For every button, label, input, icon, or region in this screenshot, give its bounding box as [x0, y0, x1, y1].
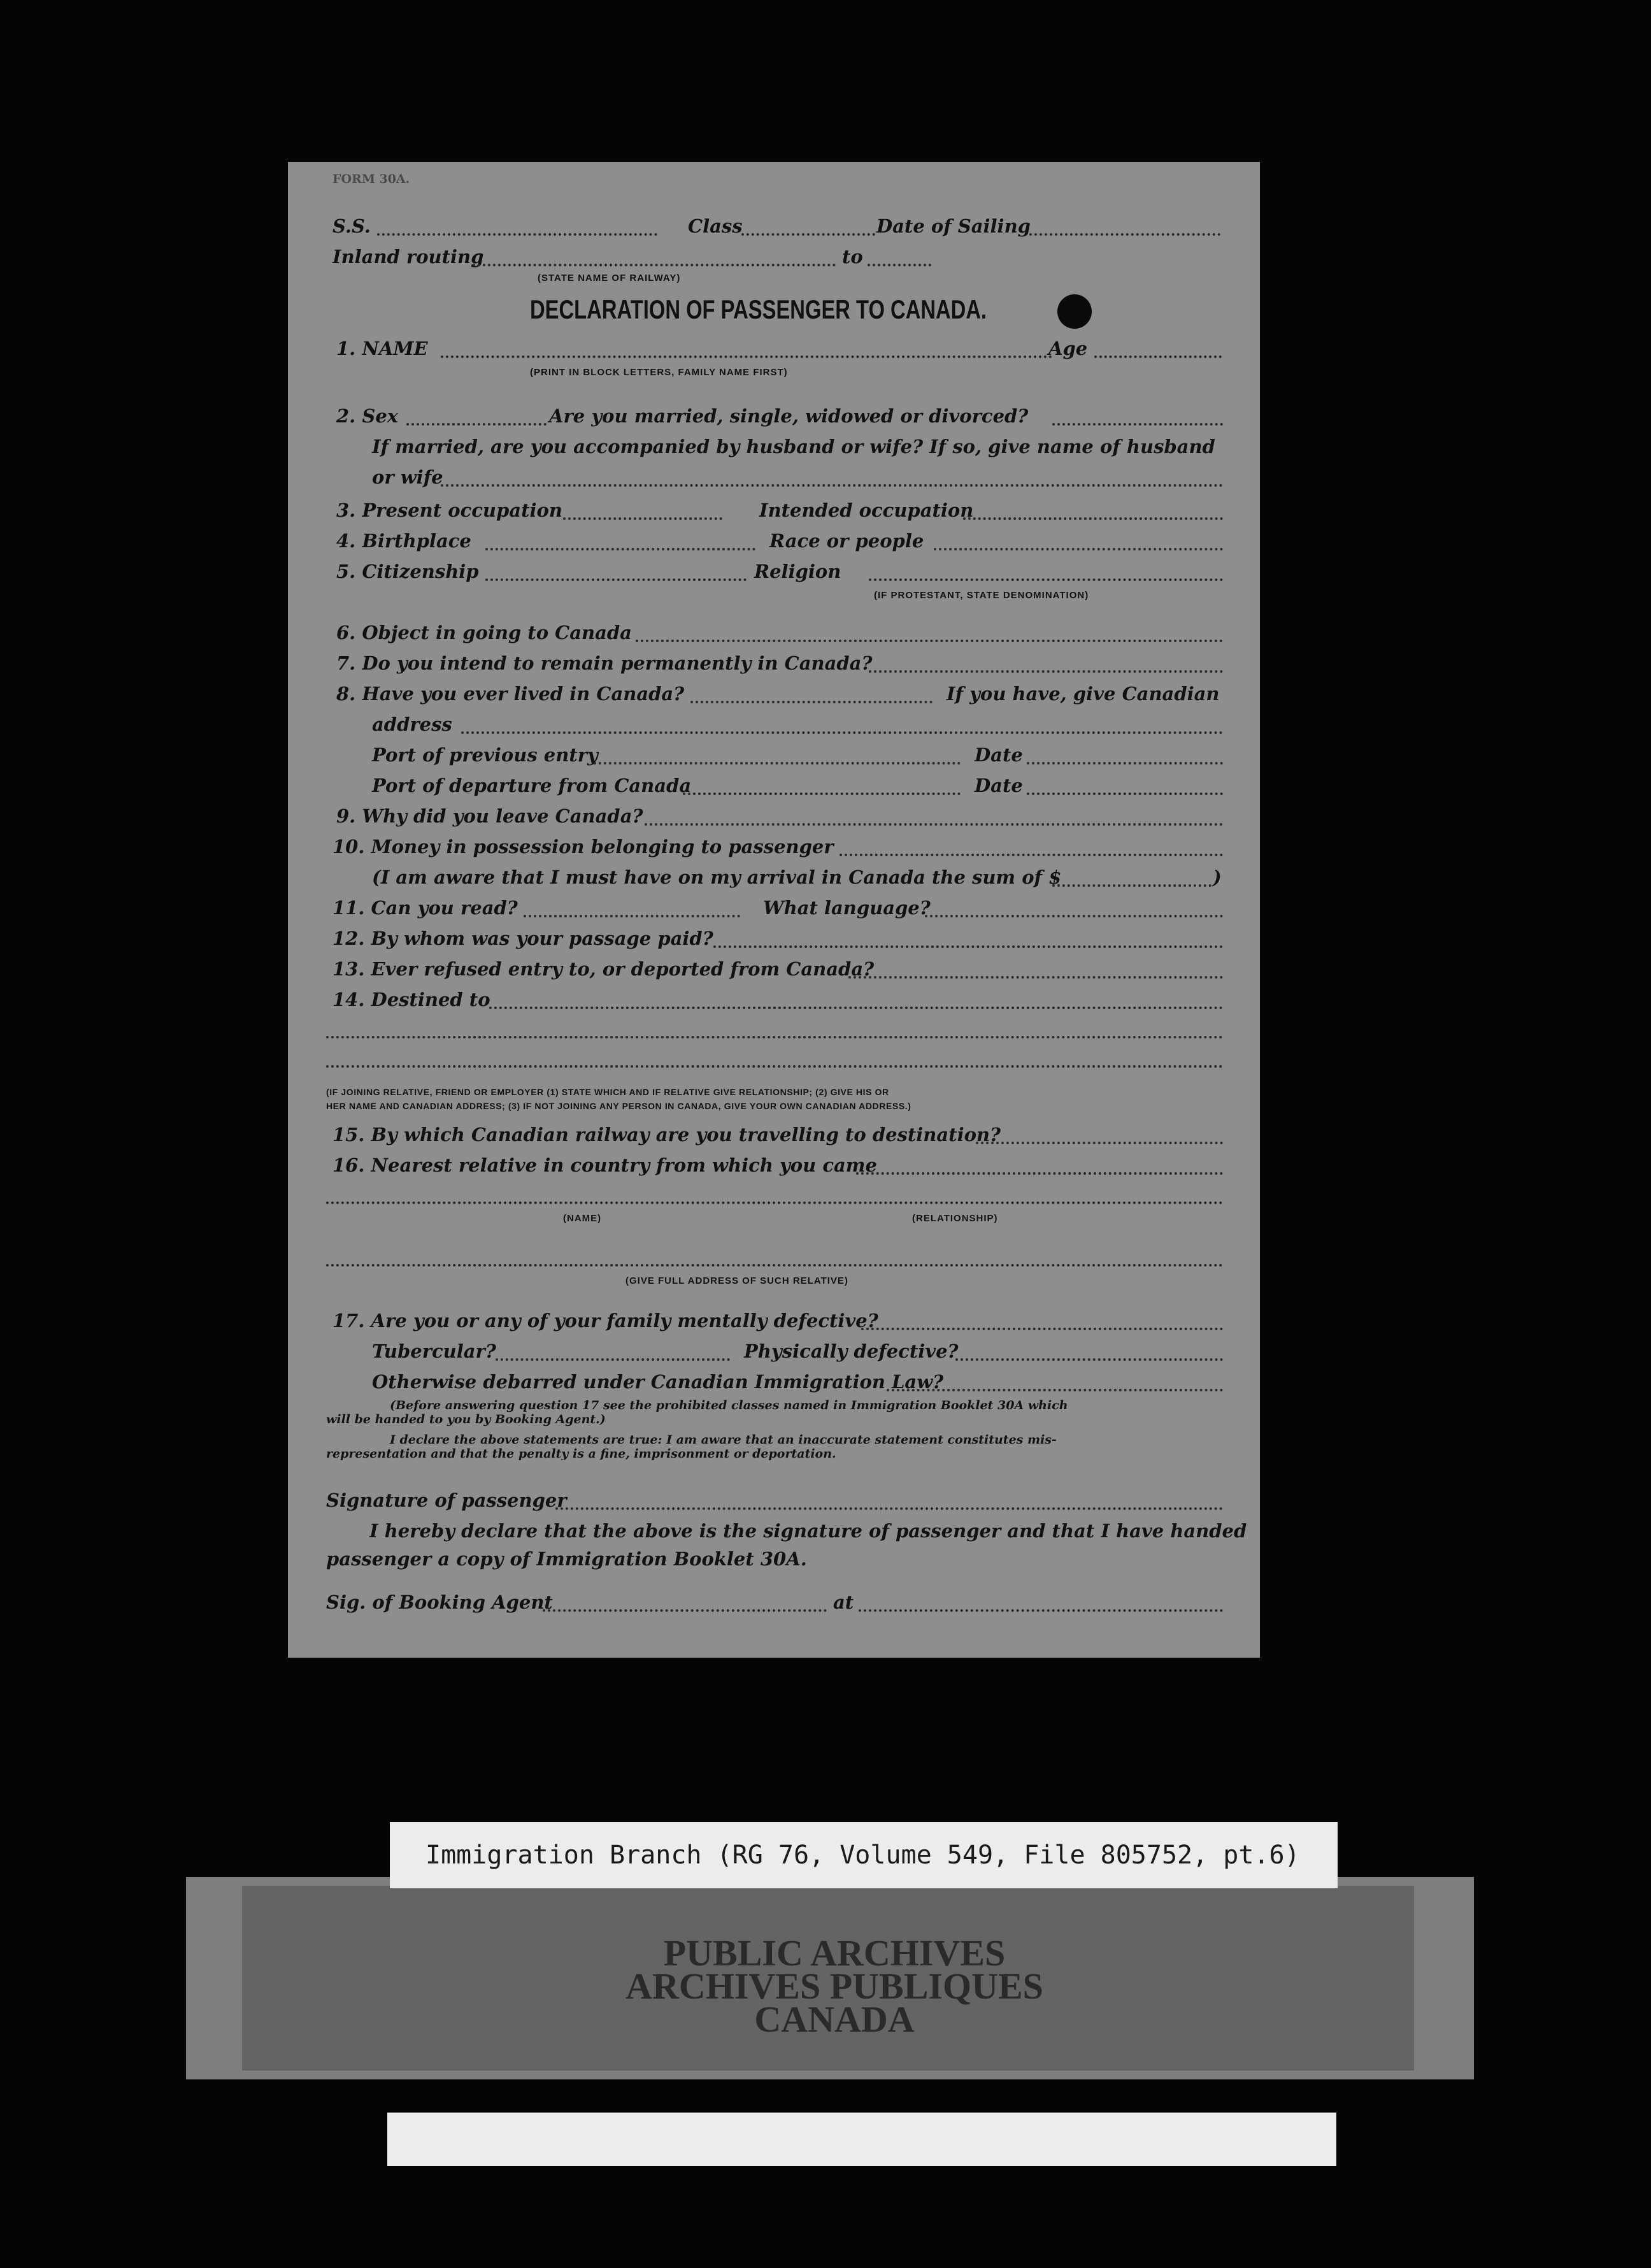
q12-line[interactable]	[713, 945, 1223, 948]
q11-language-label: What language?	[763, 897, 931, 919]
ss-label: S.S.	[332, 215, 371, 237]
q8-port-dep-label: Port of departure from Canada	[372, 775, 692, 796]
q1-name-label: 1. NAME	[336, 338, 428, 359]
q4-birthplace-line[interactable]	[485, 548, 755, 550]
q8-port-dep-line[interactable]	[683, 793, 961, 795]
q3-intended-line[interactable]	[963, 517, 1223, 520]
q1-age-line[interactable]	[1094, 355, 1222, 358]
q17-tubercular-line[interactable]	[496, 1358, 730, 1361]
q13-line[interactable]	[848, 976, 1223, 979]
archive-stamp	[599, 1932, 1070, 2040]
q5-citizenship-line[interactable]	[485, 578, 747, 581]
q14-line3[interactable]	[326, 1065, 1223, 1068]
inland-label: Inland routing	[332, 246, 484, 268]
q15-line[interactable]	[976, 1142, 1223, 1144]
name-note: (NAME)	[563, 1213, 602, 1224]
form-title: DECLARATION OF PASSENGER TO CANADA.	[530, 294, 987, 324]
q1-note: (PRINT IN BLOCK LETTERS, FAMILY NAME FIRST)	[530, 367, 788, 378]
q14-line1[interactable]	[489, 1007, 1223, 1009]
q2-marital-label: Are you married, single, widowed or divorced?	[549, 405, 1029, 427]
before-note-1: (Before answering question 17 see the prohibited classes named in Immigration Booklet 30A which	[390, 1398, 1068, 1412]
q17-physical-line[interactable]	[955, 1358, 1223, 1361]
q17-mental-line[interactable]	[861, 1328, 1223, 1330]
q8-date2-label: Date	[975, 775, 1023, 796]
q16-line1[interactable]	[856, 1172, 1223, 1175]
hereby-1: I hereby declare that the above is the signature of passenger and that I have handed	[369, 1520, 1247, 1542]
q10-sum-line[interactable]	[1052, 884, 1211, 887]
q8-date1-line[interactable]	[1027, 762, 1223, 764]
q5-religion-label: Religion	[754, 561, 841, 582]
to-label: to	[842, 246, 863, 268]
address-note: (GIVE FULL ADDRESS OF SUCH RELATIVE)	[625, 1275, 848, 1286]
q6-label: 6. Object in going to Canada	[336, 622, 632, 643]
declaration-2: representation and that the penalty is a fine, imprisonment or deportation.	[326, 1447, 836, 1461]
q4-race-line[interactable]	[934, 548, 1223, 550]
q2-line2: If married, are you accompanied by husband or wife? If so, give name of husband	[372, 436, 1215, 457]
stamp-line-3: CANADA	[754, 1999, 915, 2040]
q11-language-line[interactable]	[925, 915, 1223, 917]
q5-citizenship-label: 5. Citizenship	[336, 561, 479, 582]
relationship-note: (RELATIONSHIP)	[912, 1213, 998, 1224]
q3-present-line[interactable]	[563, 517, 722, 520]
punch-hole	[1057, 294, 1092, 329]
q8-give-label: If you have, give Canadian	[947, 683, 1220, 705]
q15-label: 15. By which Canadian railway are you travelling to destination?	[332, 1124, 1001, 1145]
destination-note-2: HER NAME AND CANADIAN ADDRESS; (3) IF NOT JOINING ANY PERSON IN CANADA, GIVE YOUR OWN CANADIAN ADDRESS.)	[326, 1101, 911, 1111]
ss-line[interactable]	[377, 233, 657, 236]
to-line[interactable]	[868, 264, 931, 266]
q16-name-line[interactable]	[326, 1202, 1223, 1204]
q5-religion-line[interactable]	[869, 578, 1223, 581]
q16-label: 16. Nearest relative in country from which you came	[332, 1154, 877, 1176]
form-number: FORM 30A.	[332, 172, 410, 186]
q3-intended-label: Intended occupation	[759, 499, 974, 521]
q8-address-label: address	[372, 714, 452, 735]
q2-sex-line[interactable]	[406, 423, 547, 426]
stamp-line-2: ARCHIVES PUBLIQUES	[625, 1965, 1043, 2007]
q17-mental-label: 17. Are you or any of your family mentally defective?	[332, 1310, 878, 1331]
destination-note-1: (IF JOINING RELATIVE, FRIEND OR EMPLOYER (1) STATE WHICH AND IF RELATIVE GIVE RELATIONSHIP; (2) GIVE HIS OR	[326, 1087, 889, 1097]
q8-port-prev-line[interactable]	[594, 762, 961, 764]
hereby-2: passenger a copy of Immigration Booklet 30A.	[326, 1548, 807, 1570]
bottom-strip	[387, 2113, 1336, 2166]
agent-label: Sig. of Booking Agent	[326, 1591, 553, 1613]
q8-lived-line[interactable]	[690, 701, 933, 703]
q2-sex-label: 2. Sex	[336, 405, 399, 427]
q10-close: )	[1213, 866, 1222, 888]
q14-line2[interactable]	[326, 1036, 1223, 1038]
q3-present-label: 3. Present occupation	[336, 499, 562, 521]
q2-spouse-line[interactable]	[441, 484, 1223, 487]
declaration-1: I declare the above statements are true: I am aware that an inaccurate statement constitutes mis-	[390, 1433, 1057, 1447]
q8-date1-label: Date	[975, 744, 1023, 766]
date-sailing-line[interactable]	[1029, 233, 1220, 236]
q7-line[interactable]	[869, 670, 1223, 673]
q4-birthplace-label: 4. Birthplace	[336, 530, 471, 552]
stamp-line-1: PUBLIC ARCHIVES	[663, 1932, 1006, 1974]
declaration-form	[288, 162, 1260, 1658]
q10-line[interactable]	[840, 854, 1223, 856]
date-sailing-label: Date of Sailing	[876, 215, 1031, 237]
class-label: Class	[688, 215, 743, 237]
q17-debarred-line[interactable]	[887, 1389, 1223, 1391]
q9-line[interactable]	[645, 823, 1223, 826]
q9-label: 9. Why did you leave Canada?	[336, 805, 643, 827]
q17-debarred-label: Otherwise debarred under Canadian Immigration Law?	[372, 1371, 944, 1393]
q11-read-label: 11. Can you read?	[332, 897, 518, 919]
q4-race-label: Race or people	[769, 530, 924, 552]
q1-age-label: Age	[1048, 338, 1088, 359]
signature-line[interactable]	[555, 1507, 1223, 1510]
q8-date2-line[interactable]	[1027, 793, 1223, 795]
q12-label: 12. By whom was your passage paid?	[332, 928, 713, 949]
q10-aware: (I am aware that I must have on my arrival in Canada the sum of $	[372, 866, 1062, 888]
q6-line[interactable]	[636, 640, 1223, 642]
at-line[interactable]	[859, 1609, 1223, 1612]
q2-marital-line[interactable]	[1052, 423, 1223, 426]
inland-line[interactable]	[473, 264, 836, 266]
signature-label: Signature of passenger	[326, 1489, 567, 1511]
q2-line3: or wife	[372, 466, 443, 488]
q11-read-line[interactable]	[524, 915, 740, 917]
q8-address-line[interactable]	[461, 731, 1223, 734]
before-note-2: will be handed to you by Booking Agent.)	[326, 1412, 606, 1426]
q5-note: (IF PROTESTANT, STATE DENOMINATION)	[874, 590, 1089, 601]
q13-label: 13. Ever refused entry to, or deported from Canada?	[332, 958, 875, 980]
archive-label: Immigration Branch (RG 76, Volume 549, File 805752, pt.6)	[390, 1822, 1338, 1888]
at-label: at	[833, 1591, 854, 1613]
class-line[interactable]	[741, 233, 875, 236]
q16-address-line[interactable]	[326, 1264, 1223, 1267]
q8-lived-label: 8. Have you ever lived in Canada?	[336, 683, 685, 705]
q1-name-line[interactable]	[441, 355, 1052, 358]
q17-tubercular-label: Tubercular?	[372, 1340, 496, 1362]
agent-line[interactable]	[543, 1609, 827, 1612]
railway-note: (STATE NAME OF RAILWAY)	[538, 273, 681, 284]
q17-physical-label: Physically defective?	[744, 1340, 959, 1362]
q14-label: 14. Destined to	[332, 989, 490, 1010]
q8-port-prev-label: Port of previous entry	[372, 744, 598, 766]
q7-label: 7. Do you intend to remain permanently in Canada?	[336, 652, 873, 674]
q10-label: 10. Money in possession belonging to passenger	[332, 836, 834, 858]
